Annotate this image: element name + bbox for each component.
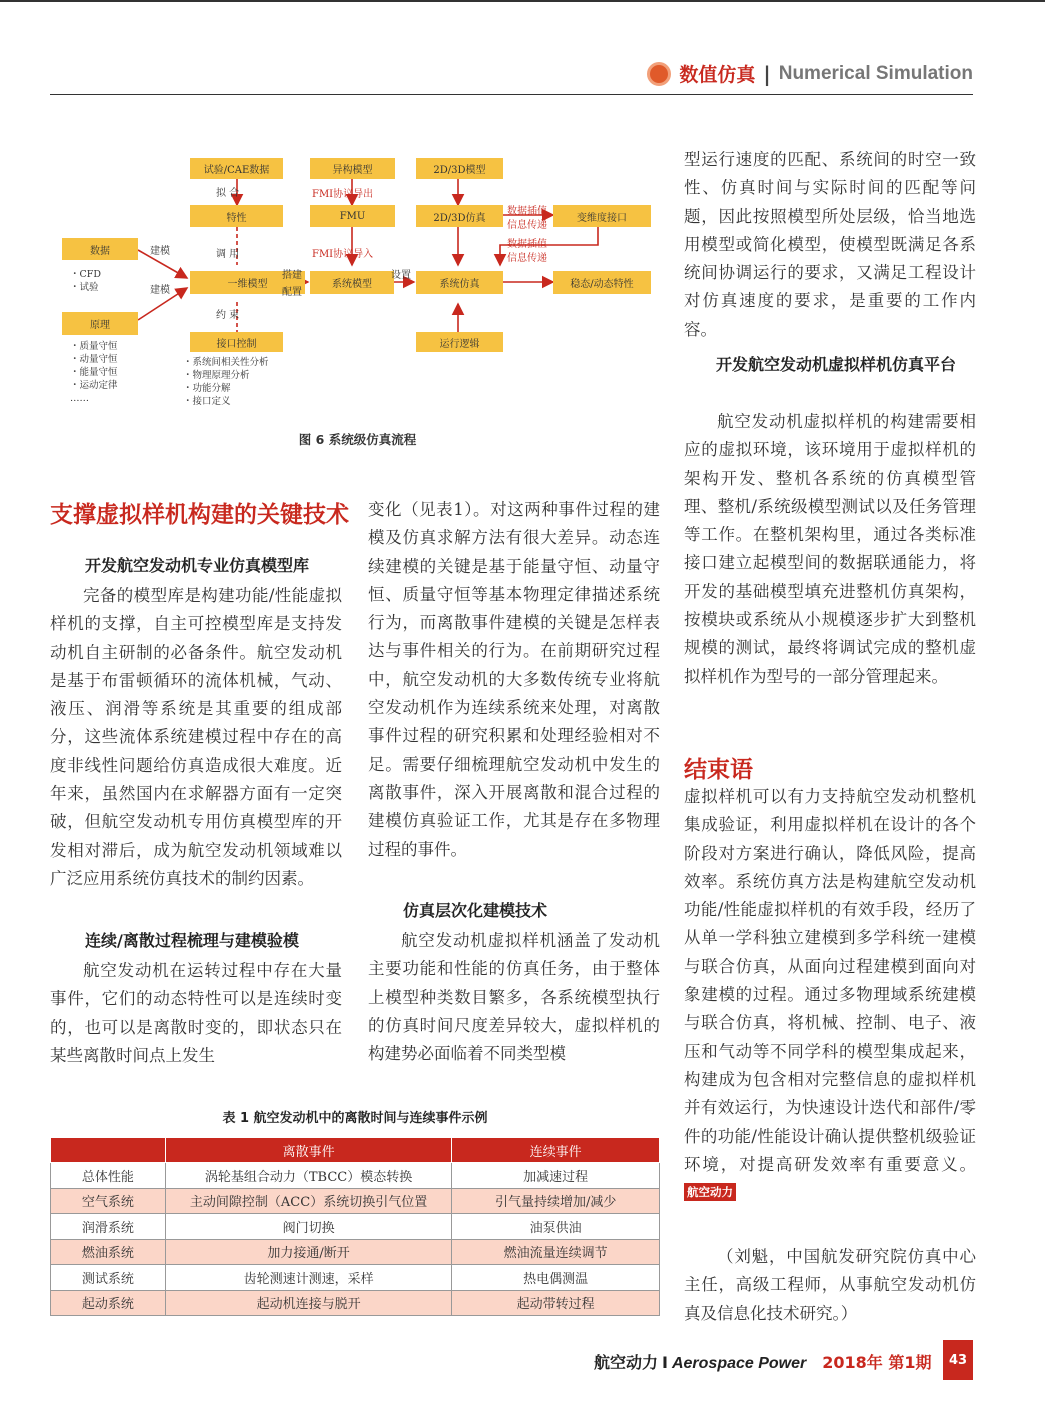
subheading-continuous-discrete: 连续/离散过程梳理与建模验模	[85, 931, 299, 950]
table-row	[51, 1290, 660, 1316]
table-cell: 起动带转过程	[452, 1290, 660, 1316]
figure-system-simulation-flow	[50, 150, 665, 430]
label-configure: 配置	[282, 287, 302, 298]
label-interp-1a: 数据插值	[507, 206, 547, 217]
page-footer	[594, 1350, 932, 1373]
paragraph-discrete-events: 变化（见表1）。对这两种事件过程的建模及仿真求解方法有很大差异。动态连续建模的关键是基于能量守恒、动量守恒、质量守恒等基本物理定律描述系统行为，而离散事件建模的关键是怎样表达与事件相关的行为。在前期研究过程中，航空发动机的大多数传统专业将航空发动机作为连续系统来处理，对离散事件过程的研究积累和处理经验相对不足。需要仔细梳理航空发动机中发生的离散事件，深入开展离散和混合过程的建模仿真验证工作，尤其是存在多物理过程的事件。	[368, 500, 660, 859]
table-caption: 表 1 航空发动机中的离散时间与连续事件示例	[222, 1111, 488, 1126]
table-cell: 阀门切换	[165, 1214, 452, 1240]
interface-bullets: ・系统间相关性分析 ・物理原理分析 ・功能分解 ・接口定义	[183, 357, 269, 407]
box-2d3d-model: 2D/3D模型	[416, 158, 503, 179]
section-title-en: Numerical Simulation	[778, 62, 973, 84]
figure-caption: 图 6 系统级仿真流程	[298, 432, 417, 447]
paragraph-model-matching: 型运行速度的匹配、系统间的时空一致性、仿真时间与实际时间的匹配等问题，因此按照模型所处层级，恰当地选用模型或简化模型，使模型既满足各系统间协调运行的要求，又满足工程设计对仿真速度的要求，是重要的工作内容。	[684, 150, 976, 339]
section-title-cn: 数值仿真	[679, 64, 756, 86]
box-one-dimensional-model: 一维模型	[190, 271, 305, 294]
label-interp-1b: 信息传递	[507, 220, 547, 231]
paragraph-model-library: 完备的模型库是构建功能/性能虚拟样机的支撑，自主可控模型库是支持发动机自主研制的必备条件。航空发动机是基于布雷顿循环的流体机械，气动、液压、润滑等系统是其重要的组成部分，这些流体系统建模过程中存在的高度非线性问题给仿真造成很大难度。近年来，虽然国内在求解器方面有一定突破，但航空发动机专用仿真模型库的开发相对滞后，成为航空发动机领域难以广泛应用系统仿真技术的制约因素。	[50, 586, 342, 888]
section-title-conclusion: 结束语	[684, 757, 753, 783]
paragraph-simulation-platform: 航空发动机虚拟样机的构建需要相应的虚拟环境，该环境用于虚拟样机的架构开发、整机各系统的仿真模型管理、整机/系统级模型测试以及任务管理等工作。在整机架构里，通过各类标准接口建立起模型间的数据联通能力，将开发的基础模型填充进整机仿真架构，按模块或系统从小规模逐步扩大到整机规模的测试，最终将调试完成的整机虚拟样机作为型号的一部分管理起来。	[684, 412, 976, 686]
table-cell: 空气系统	[51, 1188, 166, 1214]
table-row	[51, 1239, 660, 1265]
footer-separator: I	[662, 1353, 668, 1372]
table-cell: 加减速过程	[452, 1163, 660, 1189]
subheading-model-library: 开发航空发动机专业仿真模型库	[85, 556, 310, 575]
table-cell: 引气量持续增加/减少	[452, 1188, 660, 1214]
label-fmi-export: FMI协议导出	[312, 189, 374, 200]
header-cell: 离散事件	[165, 1138, 452, 1163]
header-cell: 连续事件	[452, 1138, 660, 1163]
data-bullets: ・CFD ・试验	[70, 269, 101, 293]
box-principle: 原理	[62, 312, 138, 335]
box-system-model: 系统模型	[310, 271, 394, 294]
box-system-simulation: 系统仿真	[416, 271, 503, 294]
top-border	[0, 0, 1045, 2]
subheading-simulation-platform: 开发航空发动机虚拟样机仿真平台	[716, 355, 957, 374]
section-title-key-tech: 支撑虚拟样机构建的关键技术	[50, 502, 349, 528]
table-cell: 油泵供油	[452, 1214, 660, 1240]
paragraph-continuous-discrete: 航空发动机在运转过程中存在大量事件，它们的动态特性可以是连续时变的，也可以是离散时变的，即状态只在某些离散时间点上发生	[50, 961, 342, 1065]
box-interface-control: 接口控制	[190, 332, 283, 352]
label-call: 调 用	[216, 249, 240, 260]
box-2d3d-simulation: 2D/3D仿真	[416, 205, 503, 227]
table-row	[51, 1188, 660, 1214]
label-build: 搭建	[282, 270, 302, 281]
box-steady-dynamic: 稳态/动态特性	[553, 271, 651, 294]
box-run-logic: 运行逻辑	[416, 332, 503, 352]
label-modeling-2: 建模	[150, 285, 170, 296]
conclusion-text: 虚拟样机可以有力支持航空发动机整机集成验证，利用虚拟样机在设计的各个阶段对方案进行确认，降低风险，提高效率。系统仿真方法是构建航空发动机功能/性能虚拟样机的有效手段，经历了从单一学科独立建模到多学科统一建模与联合仿真，从面向过程建模到面向对象建模的过程。通过多物理域系统建模与联合仿真，将机械、控制、电子、液压和气动等不同学科的模型集成起来，构建成为包含相对完整信息的虚拟样机并有效运行，为快速设计迭代和部件/零件的功能/性能设计确认提供整机级验证环境，对提高研发效率有重要意义。	[684, 787, 976, 1174]
box-test-cae-data: 试验/CAE数据	[190, 158, 283, 179]
label-fit: 拟 合	[216, 188, 240, 199]
header-rule	[50, 94, 973, 95]
page-number: 43	[943, 1340, 973, 1380]
table-cell: 起动系统	[51, 1290, 166, 1316]
table-cell: 主动间隙控制（ACC）系统切换引气位置	[165, 1188, 452, 1214]
paragraph-conclusion	[684, 783, 976, 1207]
label-interp-2b: 信息传递	[507, 253, 547, 264]
label-setup: 设置	[391, 270, 411, 281]
box-data: 数据	[62, 238, 138, 260]
table-cell: 涡轮基组合动力（TBCC）模态转换	[165, 1163, 452, 1189]
table-cell: 加力接通/断开	[165, 1239, 452, 1265]
box-fmu: FMU	[310, 205, 395, 227]
header-cell	[51, 1138, 166, 1163]
label-fmi-import: FMI协议导入	[312, 249, 374, 260]
label-constraint: 约 束	[216, 310, 240, 321]
table-row	[51, 1214, 660, 1240]
box-variable-dimension-interface: 变维度接口	[553, 205, 651, 227]
table-row	[51, 1163, 660, 1189]
table-cell: 齿轮测速计测速，采样	[165, 1265, 452, 1291]
journal-end-mark: 航空动力	[684, 1183, 736, 1201]
table-header-row	[51, 1138, 660, 1163]
table-row	[51, 1265, 660, 1291]
subheading-hierarchical-modeling: 仿真层次化建模技术	[403, 901, 548, 920]
box-characteristic: 特性	[190, 205, 283, 227]
discrete-continuous-table	[50, 1137, 660, 1316]
table-cell: 润滑系统	[51, 1214, 166, 1240]
issue-number: 2018年 第1期	[822, 1353, 932, 1372]
box-heterogeneous-model: 异构模型	[310, 158, 395, 179]
paragraph-hierarchical-modeling: 航空发动机虚拟样机涵盖了发动机主要功能和性能的仿真任务，由于整体上模型种类数目繁多，各系统模型执行的仿真时间尺度差异较大，虚拟样机的构建势必面临着不同类型模	[368, 931, 660, 1064]
author-note: （刘魁，中国航发研究院仿真中心主任，高级工程师，从事航空发动机仿真及信息化技术研究。）	[684, 1247, 976, 1323]
running-header	[647, 60, 973, 87]
label-modeling-1: 建模	[150, 246, 170, 257]
table-cell: 总体性能	[51, 1163, 166, 1189]
principle-bullets: ・质量守恒 ・动量守恒 ・能量守恒 ・运动定律 ……	[70, 341, 118, 404]
table-cell: 起动机连接与脱开	[165, 1290, 452, 1316]
journal-name-cn: 航空动力	[594, 1353, 659, 1372]
table-cell: 测试系统	[51, 1265, 166, 1291]
label-interp-2a: 数据插值	[507, 239, 547, 250]
table-cell: 燃油系统	[51, 1239, 166, 1265]
journal-logo-icon	[647, 62, 671, 86]
journal-name-en: Aerospace Power	[671, 1355, 807, 1372]
table-cell: 燃油流量连续调节	[452, 1239, 660, 1265]
table-cell: 热电偶测温	[452, 1265, 660, 1291]
header-separator: |	[763, 61, 771, 86]
